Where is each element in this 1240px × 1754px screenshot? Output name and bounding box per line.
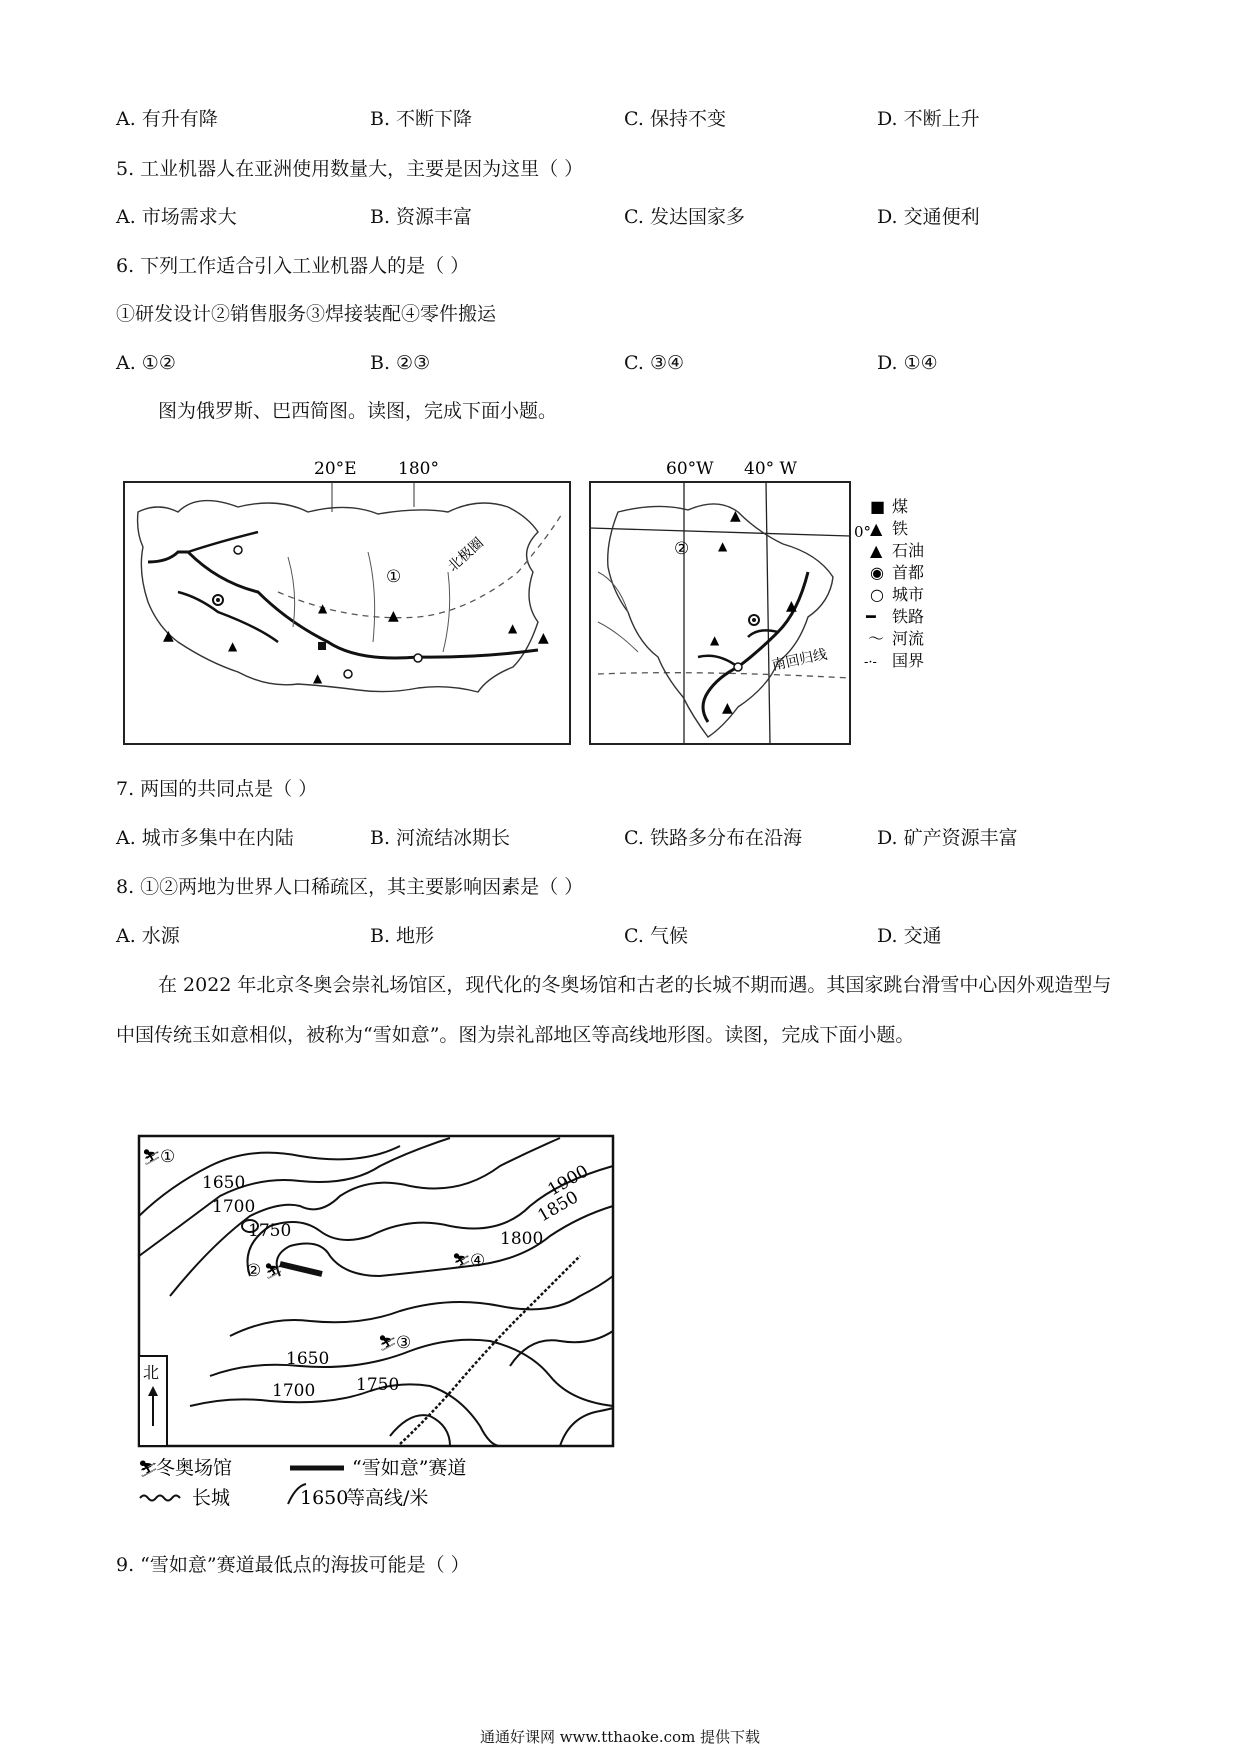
legend-city: 城市 [892,585,925,604]
q5-option-b: B. 资源丰富 [370,206,473,228]
contour-1900: 1900 [544,1161,592,1201]
svg-text:▲: ▲ [718,539,728,553]
q6-items: ①研发设计②销售服务③焊接装配④零件搬运 [116,303,497,325]
legend-railway: 铁路 [892,607,925,626]
svg-text:▲: ▲ [313,671,323,685]
brazil-lon-40w: 40° W [744,459,798,479]
q8-option-d: D. 交通 [877,925,942,947]
svg-text:▲: ▲ [786,598,797,614]
legend-oil-symbol: ▲ [870,541,883,560]
q5-option-d: D. 交通便利 [877,206,980,228]
map2-legend [138,1457,466,1506]
tropic-label: 南回归线 [770,646,829,674]
snow-ruyi-track [280,1264,322,1274]
contour-1750-bottom: 1750 [356,1375,400,1395]
q8-option-b: B. 地形 [370,925,435,947]
q4-option-b: B. 不断下降 [370,108,473,130]
legend-river: 河流 [892,629,925,648]
contour-1800: 1800 [500,1229,544,1249]
q7-stem: 7. 两国的共同点是（ ） [116,778,318,800]
q6-option-a: A. ①② [116,352,176,374]
legend-coal-symbol: ■ [870,497,886,516]
svg-text:▲: ▲ [228,639,238,653]
chongli-contour-map [130,1126,630,1506]
intro-russia-brazil: 图为俄罗斯、巴西简图。读图，完成下面小题。 [158,400,558,422]
q7-option-b: B. 河流结冰期长 [370,827,511,849]
q9-stem: 9. “雪如意”赛道最低点的海拔可能是（ ） [116,1554,470,1576]
q8-option-c: C. 气候 [624,925,688,947]
skier-icon: ⛷ [264,1262,284,1280]
legend-border-symbol: -·- [864,655,877,670]
q4-option-d: D. 不断上升 [877,108,980,130]
q4-option-a: A. 有升有降 [116,108,218,130]
svg-text:▲: ▲ [722,700,733,716]
q6-option-b: B. ②③ [370,352,431,374]
q7-option-d: D. 矿产资源丰富 [877,827,1018,849]
contour-1700-top: 1700 [212,1197,256,1217]
brazil-region-2: ② [674,539,690,559]
venue-1: ① [160,1147,176,1167]
legend-track: “雪如意”赛道 [352,1457,467,1479]
legend-oil: 石油 [892,541,925,560]
russia-outline [138,501,538,692]
contour-1650-bottom: 1650 [286,1349,330,1369]
q5-option-c: C. 发达国家多 [624,206,745,228]
legend-contour-value: 1650 [300,1487,349,1506]
svg-text:▲: ▲ [538,630,549,646]
legend-capital: 首都 [892,563,925,582]
legend-iron: 铁 [892,519,909,538]
q6-stem: 6. 下列工作适合引入工业机器人的是（ ） [116,255,470,277]
contour-1750-top: 1750 [248,1221,292,1241]
brazil-lon-60w: 60°W [666,459,714,479]
svg-text:▲: ▲ [730,508,741,524]
intro-chongli: 在 2022 年北京冬奥会崇礼场馆区，现代化的冬奥场馆和古老的长城不期而遇。其国家跳台滑雪中心因外观造型与中国传统玉如意相似，被称为“雪如意”。图为崇礼部地区等高线地形图。读图，完成下面小题。 [116,974,1112,1046]
skier-icon: ⛷ [142,1148,162,1166]
russia-lon-20e: 20°E [314,459,357,479]
skier-icon: ⛷ [378,1334,398,1352]
contour-1850: 1850 [534,1187,582,1227]
legend-iron-symbol: ▲ [870,519,883,538]
venue-3: ③ [396,1333,412,1353]
legend-wall-icon [140,1496,180,1501]
russia-brazil-map [118,452,968,752]
q4-option-c: C. 保持不变 [624,108,726,130]
skier-icon: ⛷ [452,1252,472,1270]
q5-stem: 5. 工业机器人在亚洲使用数量大，主要是因为这里（ ） [116,158,584,180]
arctic-circle-label: 北极圈 [444,534,487,575]
q7-option-c: C. 铁路多分布在沿海 [624,827,802,849]
skier-icon: ⛷ [138,1459,159,1478]
contour-1650-top: 1650 [202,1173,246,1193]
legend-venue: 冬奥场馆 [156,1457,233,1479]
svg-text:▲: ▲ [163,628,174,644]
legend-coal: 煤 [892,497,909,516]
q5-option-a: A. 市场需求大 [116,206,237,228]
svg-text:▲: ▲ [388,608,399,624]
q8-stem: 8. ①②两地为世界人口稀疏区，其主要影响因素是（ ） [116,876,584,898]
venue-4: ④ [470,1251,486,1271]
q6-option-c: C. ③④ [624,352,685,374]
legend-border: 国界 [892,651,925,670]
russia-lon-180: 180° [398,459,439,479]
legend-capital-symbol: ◉ [870,563,884,582]
legend-river-symbol: ～ [868,629,885,648]
legend-contour-text: 等高线/米 [346,1487,429,1506]
legend-wall: 长城 [192,1487,231,1506]
q8-option-a: A. 水源 [116,925,180,947]
map1-legend [864,497,924,670]
q7-option-a: A. 城市多集中在内陆 [116,827,294,849]
equator-label: 0° [854,523,872,541]
svg-text:▲: ▲ [710,633,720,647]
q6-option-d: D. ①④ [877,352,938,374]
contour-1700-bottom: 1700 [272,1381,316,1401]
svg-text:▲: ▲ [508,621,518,635]
page-footer: 通通好课网 www.tthaoke.com 提供下载 [479,1728,761,1746]
north-label: 北 [143,1363,160,1382]
svg-text:▲: ▲ [318,601,328,615]
legend-railway-symbol: ━ [866,607,876,626]
venue-2: ② [246,1261,262,1281]
russia-region-1: ① [386,567,402,587]
legend-city-symbol: ○ [870,585,884,604]
russia-map-frame [124,482,570,744]
